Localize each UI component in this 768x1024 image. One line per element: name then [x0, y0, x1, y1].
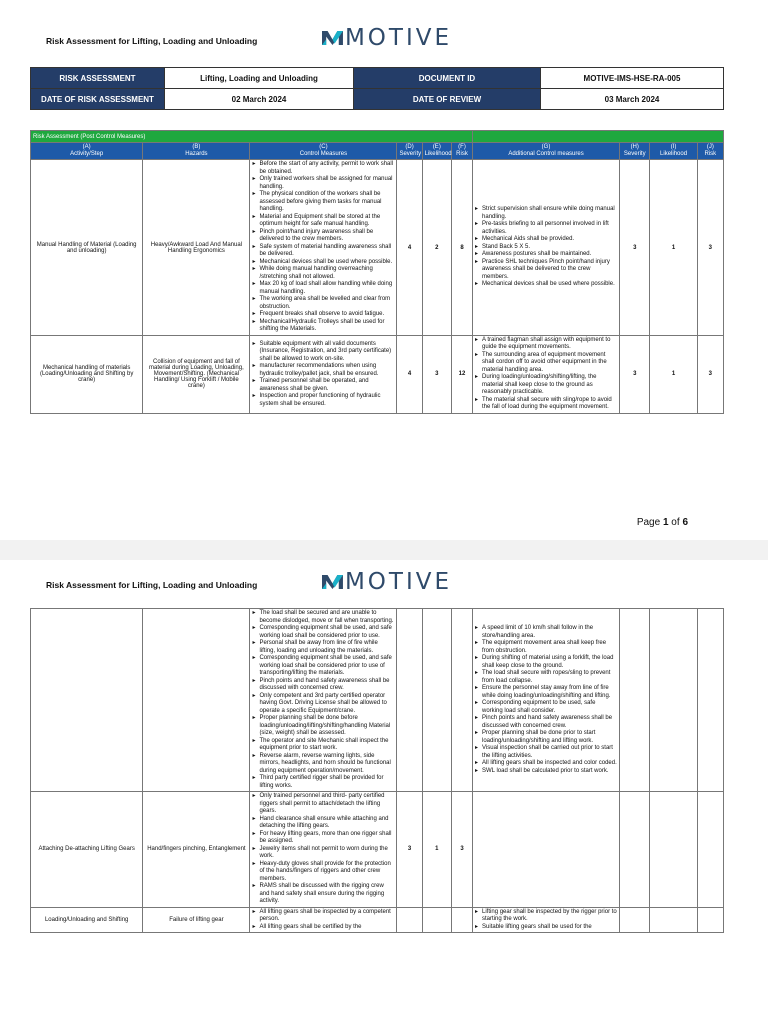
- bullet-item: ▸ Pinch points and hand safety awareness shall be discussed with concerned crew.: [482, 715, 617, 730]
- additional-controls-cell: [473, 160, 620, 336]
- bullet-item: ▸ Lifting gear shall be inspected by the rigger prior to starting the work.: [482, 909, 617, 924]
- bullet-item: ▸ Pinch points and hand safety awareness shall be discussed with concerned crew.: [259, 678, 394, 693]
- bullet-item: ▸ Only competent and 3rd party certified operator having Govt. Driving License shall be allowed to operate a specific Equipment/crane.: [259, 693, 394, 716]
- bullet-item: ▸ Frequent breaks shall observe to avoid fatigue.: [259, 311, 394, 319]
- banner-spacer: [473, 131, 724, 143]
- page1-rows: [31, 160, 724, 414]
- logo-text: MOTIVE: [344, 25, 452, 51]
- residual-risk-cell: 3: [697, 335, 723, 413]
- bullet-item: ▸ Personal shall be away from line of fire while lifting, loading and unloading the materials.: [259, 640, 394, 655]
- bullet-item: ▸ Practice SHL techniques Pinch point/hand injury awareness shall be delivered to the crew members.: [482, 259, 617, 282]
- ra-value: Lifting, Loading and Unloading: [165, 68, 354, 89]
- bullet-item: ▸ A speed limit of 10 km/h shall follow in the store/handling area.: [482, 625, 617, 640]
- likelihood-cell: [422, 609, 451, 792]
- bullet-item: ▸ Corresponding equipment shall be used, and safe working load shall be considered prior to use.: [259, 625, 394, 640]
- page2-rows: [31, 609, 724, 933]
- bullet-item: ▸ Jewelry items shall not permit to worn during the work.: [259, 846, 394, 861]
- bullet-item: ▸ The equipment movement area shall keep free from obstruction.: [482, 640, 617, 655]
- col-header-d: (D) Severity: [397, 143, 422, 160]
- bullet-item: ▸ Suitable equipment with all valid documents (Insurance, Registration, and 3rd party certificate) shall be allowed to work on-site.: [259, 341, 394, 364]
- hazard-cell: Hand/fingers pinching, Entanglement: [143, 792, 250, 908]
- company-logo: [322, 24, 452, 52]
- col-header-f: (F) Risk: [452, 143, 473, 160]
- bullet-item: ▸ Inspection and proper functioning of hydraulic system shall be ensured.: [259, 393, 394, 408]
- bullet-item: ▸ Proper planning shall be done prior to start loading/unloading/shifting and lifting work.: [482, 730, 617, 745]
- col-header-i: (I) Likelihood: [650, 143, 697, 160]
- likelihood-cell: 1: [422, 792, 451, 908]
- bullet-item: ▸ Suitable lifting gears shall be used for the: [482, 924, 617, 932]
- bullet-item: ▸ Proper planning shall be done before loading/unloading/lifting/shifting/handling Material (size, weight) shall be assessed.: [259, 715, 394, 738]
- additional-controls-cell: [473, 792, 620, 908]
- bullet-item: ▸ Reverse alarm, reverse warning lights, side mirrors, headlights, and horn should be functional during equipment operation/movement.: [259, 753, 394, 776]
- control-measures-cell: [250, 160, 397, 336]
- table-row: [31, 160, 724, 336]
- bullet-item: ▸ During loading/unloading/shifting/lifting, the material shall keep close to the ground as reasonably practicable.: [482, 374, 617, 397]
- col-header-a: (A) Activity/Step: [31, 143, 143, 160]
- risk-cell: 12: [452, 335, 473, 413]
- activity-cell: Attaching De-attaching Lifting Gears: [31, 792, 143, 908]
- activity-cell: Loading/Unloading and Shifting: [31, 907, 143, 933]
- bullet-item: ▸ A trained flagman shall assign with equipment to guide the equipment movements.: [482, 337, 617, 352]
- bullet-item: ▸ The load shall be secured and are unable to become dislodged, move or fall when transporting.: [259, 610, 394, 625]
- table-row: [31, 609, 724, 792]
- bullet-item: ▸ All lifting gears shall be inspected by a competent person.: [259, 909, 394, 924]
- bullet-item: ▸ Strict supervision shall ensure while doing manual handling.: [482, 206, 617, 221]
- bullet-item: ▸ Stand Back 5 X 5.: [482, 244, 617, 252]
- logo-text: MOTIVE: [344, 569, 452, 595]
- residual-likelihood-cell: 1: [650, 335, 697, 413]
- control-measures-cell: [250, 609, 397, 792]
- hazard-cell: [143, 609, 250, 792]
- severity-cell: [397, 609, 422, 792]
- activity-cell: Mechanical handling of materials (Loading/Unloading and Shifting by crane): [31, 335, 143, 413]
- likelihood-cell: 2: [422, 160, 451, 336]
- bullet-item: ▸ Corresponding equipment to be used, safe working load shall consider.: [482, 700, 617, 715]
- residual-risk-cell: 3: [697, 160, 723, 336]
- bullet-item: ▸ Mechanical/Hydraulic Trolleys shall be used for shifting the Materials.: [259, 319, 394, 334]
- document-title: Risk Assessment for Lifting, Loading and Unloading: [46, 36, 258, 46]
- review-date-value: 03 March 2024: [541, 89, 724, 110]
- bullet-item: ▸ All lifting gears shall be inspected and color coded.: [482, 760, 617, 768]
- bullet-item: ▸ Pre-tasks briefing to all personnel involved in lift activities.: [482, 221, 617, 236]
- activity-cell: [31, 609, 143, 792]
- risk-cell: 3: [452, 792, 473, 908]
- doc-id-value: MOTIVE-IMS-HSE-RA-005: [541, 68, 724, 89]
- additional-controls-cell: [473, 609, 620, 792]
- bullet-item: ▸ During shifting of material using a forklift, the load shall keep close to the ground.: [482, 655, 617, 670]
- bullet-item: ▸ Material and Equipment shall be stored at the optimum height for safe manual handling.: [259, 214, 394, 229]
- hazard-cell: Failure of lifting gear: [143, 907, 250, 933]
- bullet-item: ▸ Before the start of any activity, permit to work shall be obtained.: [259, 161, 394, 176]
- risk-assessment-table: [30, 130, 724, 414]
- review-date-label: DATE OF REVIEW: [354, 89, 541, 110]
- page-number: Page 1 of 6: [636, 517, 688, 528]
- bullet-item: ▸ Trained personnel shall be operated, and awareness shall be given.: [259, 378, 394, 393]
- residual-likelihood-cell: [650, 609, 697, 792]
- bullet-item: ▸ Heavy-duty gloves shall provide for the protection of the hands/fingers of riggers and other crew members.: [259, 861, 394, 884]
- residual-likelihood-cell: 1: [650, 160, 697, 336]
- risk-assessment-table-page2: [30, 608, 724, 933]
- residual-risk-cell: [697, 609, 723, 792]
- residual-risk-cell: [697, 792, 723, 908]
- risk-cell: 8: [452, 160, 473, 336]
- col-header-g: (G) Additional Control measures: [473, 143, 620, 160]
- col-header-c: (C) Control Measures: [250, 143, 397, 160]
- col-header-h: (H) Severity: [620, 143, 650, 160]
- activity-cell: Manual Handling of Material (Loading and unloading): [31, 160, 143, 336]
- bullet-item: ▸ Awareness postures shall be maintained.: [482, 251, 617, 259]
- table-row: [31, 907, 724, 933]
- bullet-item: ▸ Hand clearance shall ensure while attaching and detaching the lifting gears.: [259, 816, 394, 831]
- control-measures-cell: [250, 792, 397, 908]
- bullet-item: ▸ SWL load shall be calculated prior to start work.: [482, 768, 617, 776]
- bullet-item: ▸ Mechanical devices shall be used where possible.: [482, 281, 617, 289]
- document-title-page2: Risk Assessment for Lifting, Loading and Unloading: [46, 580, 258, 590]
- bullet-item: ▸ The surrounding area of equipment movement shall cordon off to avoid other equipment in the material handling area.: [482, 352, 617, 375]
- additional-controls-cell: [473, 907, 620, 933]
- col-header-e: (E) Likelihood: [422, 143, 451, 160]
- severity-cell: 4: [397, 335, 422, 413]
- bullet-item: ▸ While doing manual handling overreaching /stretching shall not allowed.: [259, 266, 394, 281]
- bullet-item: ▸ Max 20 kg of load shall allow handling while doing manual handling.: [259, 281, 394, 296]
- bullet-item: ▸ Mechanical Aids shall be provided.: [482, 236, 617, 244]
- bullet-item: ▸ The material shall secure with sling/rope to avoid the fall of load during the equipment movement.: [482, 397, 617, 412]
- bullet-item: ▸ The load shall secure with ropes/sling to prevent from load collapse.: [482, 670, 617, 685]
- bullet-item: ▸ manufacturer recommendations when using hydraulic trolley/pallet jack, shall be ensured.: [259, 363, 394, 378]
- ra-date-value: 02 March 2024: [165, 89, 354, 110]
- bullet-item: ▸ For heavy lifting gears, more than one rigger shall be assigned.: [259, 831, 394, 846]
- residual-severity-cell: [620, 907, 650, 933]
- bullet-item: ▸ Third party certified rigger shall be provided for lifting works.: [259, 775, 394, 790]
- bullet-item: ▸ The operator and site Mechanic shall inspect the equipment prior to start work.: [259, 738, 394, 753]
- risk-cell: [452, 907, 473, 933]
- bullet-item: ▸ Visual inspection shall be carried out prior to start the lifting activities.: [482, 745, 617, 760]
- residual-risk-cell: [697, 907, 723, 933]
- likelihood-cell: 3: [422, 335, 451, 413]
- residual-likelihood-cell: [650, 907, 697, 933]
- doc-id-label: DOCUMENT ID: [354, 68, 541, 89]
- control-measures-cell: [250, 907, 397, 933]
- risk-cell: [452, 609, 473, 792]
- severity-cell: 3: [397, 792, 422, 908]
- table-row: [31, 792, 724, 908]
- bullet-item: ▸ Safe system of material handling awareness shall be delivered.: [259, 244, 394, 259]
- motive-logo-icon: [322, 26, 343, 50]
- company-logo-page2: [322, 568, 452, 596]
- control-measures-cell: [250, 335, 397, 413]
- severity-cell: [397, 907, 422, 933]
- bullet-item: ▸ The working area shall be levelled and clear from obstruction.: [259, 296, 394, 311]
- column-header-row: [31, 143, 724, 160]
- document-info-table: [30, 67, 724, 110]
- ra-date-label: DATE OF RISK ASSESSMENT: [31, 89, 165, 110]
- bullet-item: ▸ Corresponding equipment shall be used, and safe working load shall be considered prior to use of transporting/lifting the materials.: [259, 655, 394, 678]
- residual-severity-cell: [620, 609, 650, 792]
- post-control-banner: Risk Assessment (Post Control Measures): [31, 131, 473, 143]
- residual-severity-cell: [620, 792, 650, 908]
- bullet-item: ▸ Mechanical devices shall be used where possible.: [259, 259, 394, 267]
- residual-likelihood-cell: [650, 792, 697, 908]
- severity-cell: 4: [397, 160, 422, 336]
- bullet-item: ▸ RAMS shall be discussed with the rigging crew and hand safety shall ensure during the rigging activity.: [259, 883, 394, 906]
- bullet-item: ▸ All lifting gears shall be certified by the: [259, 924, 394, 932]
- bullet-item: ▸ Only trained workers shall be assigned for manual handling.: [259, 176, 394, 191]
- ra-label: RISK ASSESSMENT: [31, 68, 165, 89]
- bullet-item: ▸ The physical condition of the workers shall be assessed before giving them tasks for manual handling.: [259, 191, 394, 214]
- additional-controls-cell: [473, 335, 620, 413]
- hazard-cell: Heavy/Awkward Load And Manual Handling Ergonomics: [143, 160, 250, 336]
- motive-logo-icon: [322, 570, 343, 594]
- likelihood-cell: [422, 907, 451, 933]
- bullet-item: ▸ Pinch point/hand injury awareness shall be delivered to the crew members.: [259, 229, 394, 244]
- hazard-cell: Collision of equipment and fall of material during Loading, Unloading, Movement/Shifting. (Mechanical Handling/ Using Forklift / Mobile crane): [143, 335, 250, 413]
- col-header-b: (B) Hazards: [143, 143, 250, 160]
- residual-severity-cell: 3: [620, 335, 650, 413]
- residual-severity-cell: 3: [620, 160, 650, 336]
- bullet-item: ▸ Only trained personnel and third- party certified riggers shall permit to attach/detach the lifting gears.: [259, 793, 394, 816]
- bullet-item: ▸ Ensure the personnel stay away from line of fire while doing loading/unloading/shifting and lifting.: [482, 685, 617, 700]
- table-row: [31, 335, 724, 413]
- page-gap: [0, 540, 768, 560]
- col-header-j: (J) Risk: [697, 143, 723, 160]
